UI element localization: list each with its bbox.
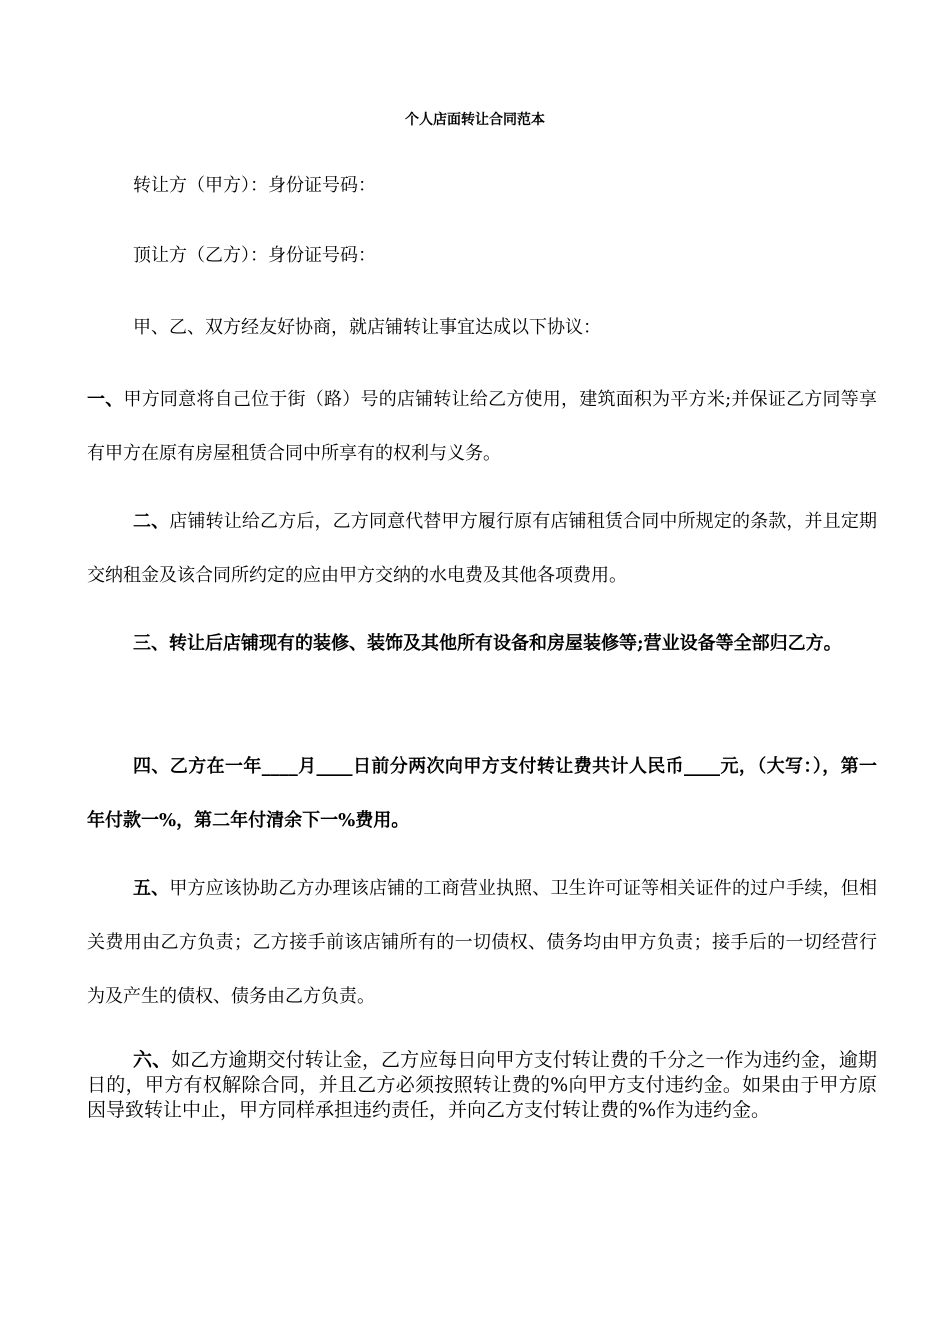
clause-2 <box>87 495 877 603</box>
party-b-line: 顶让方（乙方）：身份证号码： <box>133 245 376 266</box>
clause-5-text: 甲方应该协助乙方办理该店铺的工商营业执照、卫生许可证等相关证件的过户手续，但相关费用由乙方负责；乙方接手前该店铺所有的一切债权、债务均由甲方负责；接手后的一切经营行为及产生的债权、债务由乙方负责。 <box>87 878 878 1007</box>
clause-4-text: 乙方在一年____月____日前分两次向甲方支付转让费共计人民币____元，（大写：），第一年付款一%，第二年付清余下一%费用。 <box>87 756 878 831</box>
clause-3-label: 三、 <box>133 633 169 654</box>
document-title: 个人店面转让合同范本 <box>405 112 545 128</box>
clause-6 <box>87 1048 877 1123</box>
clause-4-label: 四、 <box>133 756 170 777</box>
clause-1-text: 甲方同意将自己位于街（路）号的店铺转让给乙方使用，建筑面积为平方米;并保证乙方同等享有甲方在原有房屋租赁合同中所享有的权利与义务。 <box>87 389 878 464</box>
clause-1-label: 一、 <box>87 389 124 410</box>
clause-2-label: 二、 <box>133 511 170 532</box>
clause-1 <box>87 373 877 481</box>
clause-5-label: 五、 <box>133 878 170 899</box>
clause-4 <box>87 740 877 848</box>
party-a-line: 转让方（甲方）：身份证号码： <box>133 175 376 196</box>
clause-2-text: 店铺转让给乙方后，乙方同意代替甲方履行原有店铺租赁合同中所规定的条款，并且定期交纳租金及该合同所约定的应由甲方交纳的水电费及其他各项费用。 <box>87 511 878 586</box>
clause-5 <box>87 862 877 1024</box>
clause-6-text: 如乙方逾期交付转让金，乙方应每日向甲方支付转让费的千分之一作为违约金，逾期日的，甲方有权解除合同，并且乙方必须按照转让费的%向甲方支付违约金。如果由于甲方原因导致转让中止，甲方同样承担违约责任，并向乙方支付转让费的%作为违约金。 <box>87 1049 877 1121</box>
intro-paragraph: 甲、乙、双方经友好协商，就店铺转让事宜达成以下协议： <box>133 317 601 338</box>
clause-6-label: 六、 <box>133 1049 172 1071</box>
clause-3-text: 转让后店铺现有的装修、装饰及其他所有设备和房屋装修等;营业设备等全部归乙方。 <box>169 633 842 654</box>
clause-3 <box>87 617 877 671</box>
